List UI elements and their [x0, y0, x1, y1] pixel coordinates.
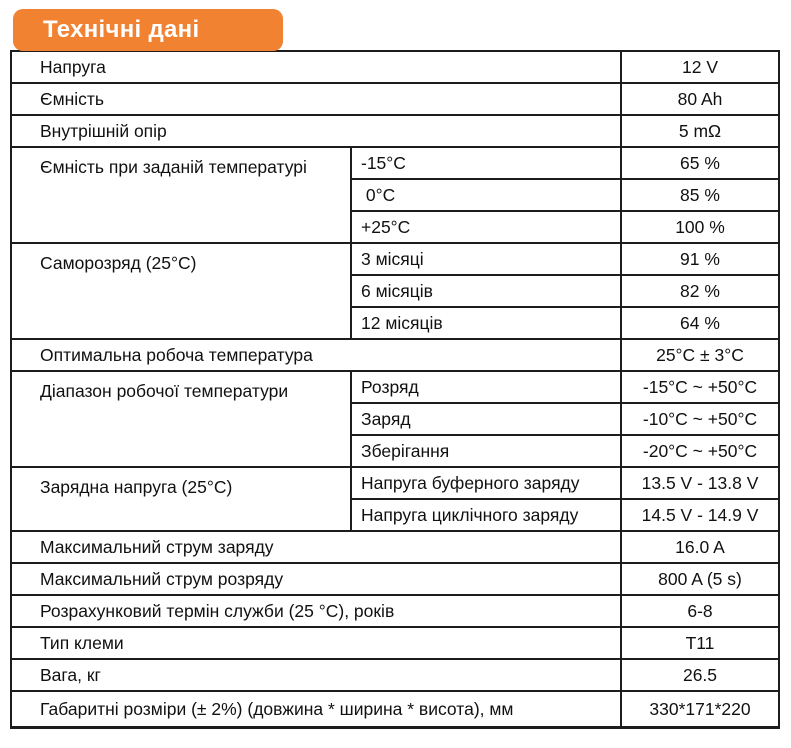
spec-value-cell: 13.5 V - 13.8 V: [621, 467, 779, 499]
spec-value-cell: 80 Ah: [621, 83, 779, 115]
spec-sub-label-cell: Заряд: [351, 403, 621, 435]
spec-value-cell: 26.5: [621, 659, 779, 691]
spec-label-cell: Максимальний струм заряду: [11, 531, 621, 563]
spec-label-cell: Напруга: [11, 51, 621, 83]
spec-value-cell: 25°C ± 3°C: [621, 339, 779, 371]
spec-value-cell: 91 %: [621, 243, 779, 275]
spec-label-cell: Діапазон робочої температури: [11, 371, 351, 467]
table-row: [11, 659, 779, 691]
spec-sub-label-cell: 6 місяців: [351, 275, 621, 307]
spec-value-cell: T11: [621, 627, 779, 659]
spec-value-cell: 14.5 V - 14.9 V: [621, 499, 779, 531]
spec-value-cell: 16.0 A: [621, 531, 779, 563]
spec-value-cell: 330*171*220: [621, 691, 779, 728]
spec-label-cell: Ємність: [11, 83, 621, 115]
spec-value-cell: -10°C ~ +50°C: [621, 403, 779, 435]
spec-label-cell: Вага, кг: [11, 659, 621, 691]
section-title: Технічні дані: [43, 16, 200, 43]
section-header-tab: [13, 9, 283, 51]
spec-sub-label-cell: -15°C: [351, 147, 621, 179]
table-row: [11, 339, 779, 371]
spec-value-cell: -15°C ~ +50°C: [621, 371, 779, 403]
table-row: [11, 83, 779, 115]
table-row: [11, 595, 779, 627]
table-row: [11, 467, 779, 499]
spec-sub-label-cell: Розряд: [351, 371, 621, 403]
table-row: [11, 51, 779, 83]
spec-value-cell: 6-8: [621, 595, 779, 627]
spec-table: [10, 50, 780, 729]
spec-sub-label-cell: 0°C: [351, 179, 621, 211]
spec-label-cell: Максимальний струм розряду: [11, 563, 621, 595]
spec-value-cell: 64 %: [621, 307, 779, 339]
spec-sub-label-cell: 3 місяці: [351, 243, 621, 275]
table-row: [11, 691, 779, 728]
spec-sub-label-cell: +25°C: [351, 211, 621, 243]
table-row: [11, 371, 779, 403]
spec-value-cell: 82 %: [621, 275, 779, 307]
spec-value-cell: 65 %: [621, 147, 779, 179]
spec-value-cell: 12 V: [621, 51, 779, 83]
table-row: [11, 531, 779, 563]
spec-sub-label-cell: 12 місяців: [351, 307, 621, 339]
spec-label-cell: Розрахунковий термін служби (25 °C), років: [11, 595, 621, 627]
spec-value-cell: 800 A (5 s): [621, 563, 779, 595]
table-row: [11, 115, 779, 147]
spec-sub-label-cell: Зберігання: [351, 435, 621, 467]
spec-sub-label-cell: Напруга буферного заряду: [351, 467, 621, 499]
spec-label-cell: Зарядна напруга (25°C): [11, 467, 351, 531]
table-row: [11, 147, 779, 179]
spec-label-cell: Ємність при заданій температурі: [11, 147, 351, 243]
spec-label-cell: Тип клеми: [11, 627, 621, 659]
spec-value-cell: 100 %: [621, 211, 779, 243]
spec-value-cell: -20°C ~ +50°C: [621, 435, 779, 467]
spec-value-cell: 85 %: [621, 179, 779, 211]
spec-sub-label-cell: Напруга циклічного заряду: [351, 499, 621, 531]
table-row: [11, 627, 779, 659]
spec-value-cell: 5 mΩ: [621, 115, 779, 147]
spec-label-cell: Оптимальна робоча температура: [11, 339, 621, 371]
spec-label-cell: Саморозряд (25°C): [11, 243, 351, 339]
table-row: [11, 563, 779, 595]
table-row: [11, 243, 779, 275]
spec-label-cell: Габаритні розміри (± 2%) (довжина * ширина * висота), мм: [11, 691, 621, 728]
spec-label-cell: Внутрішній опір: [11, 115, 621, 147]
